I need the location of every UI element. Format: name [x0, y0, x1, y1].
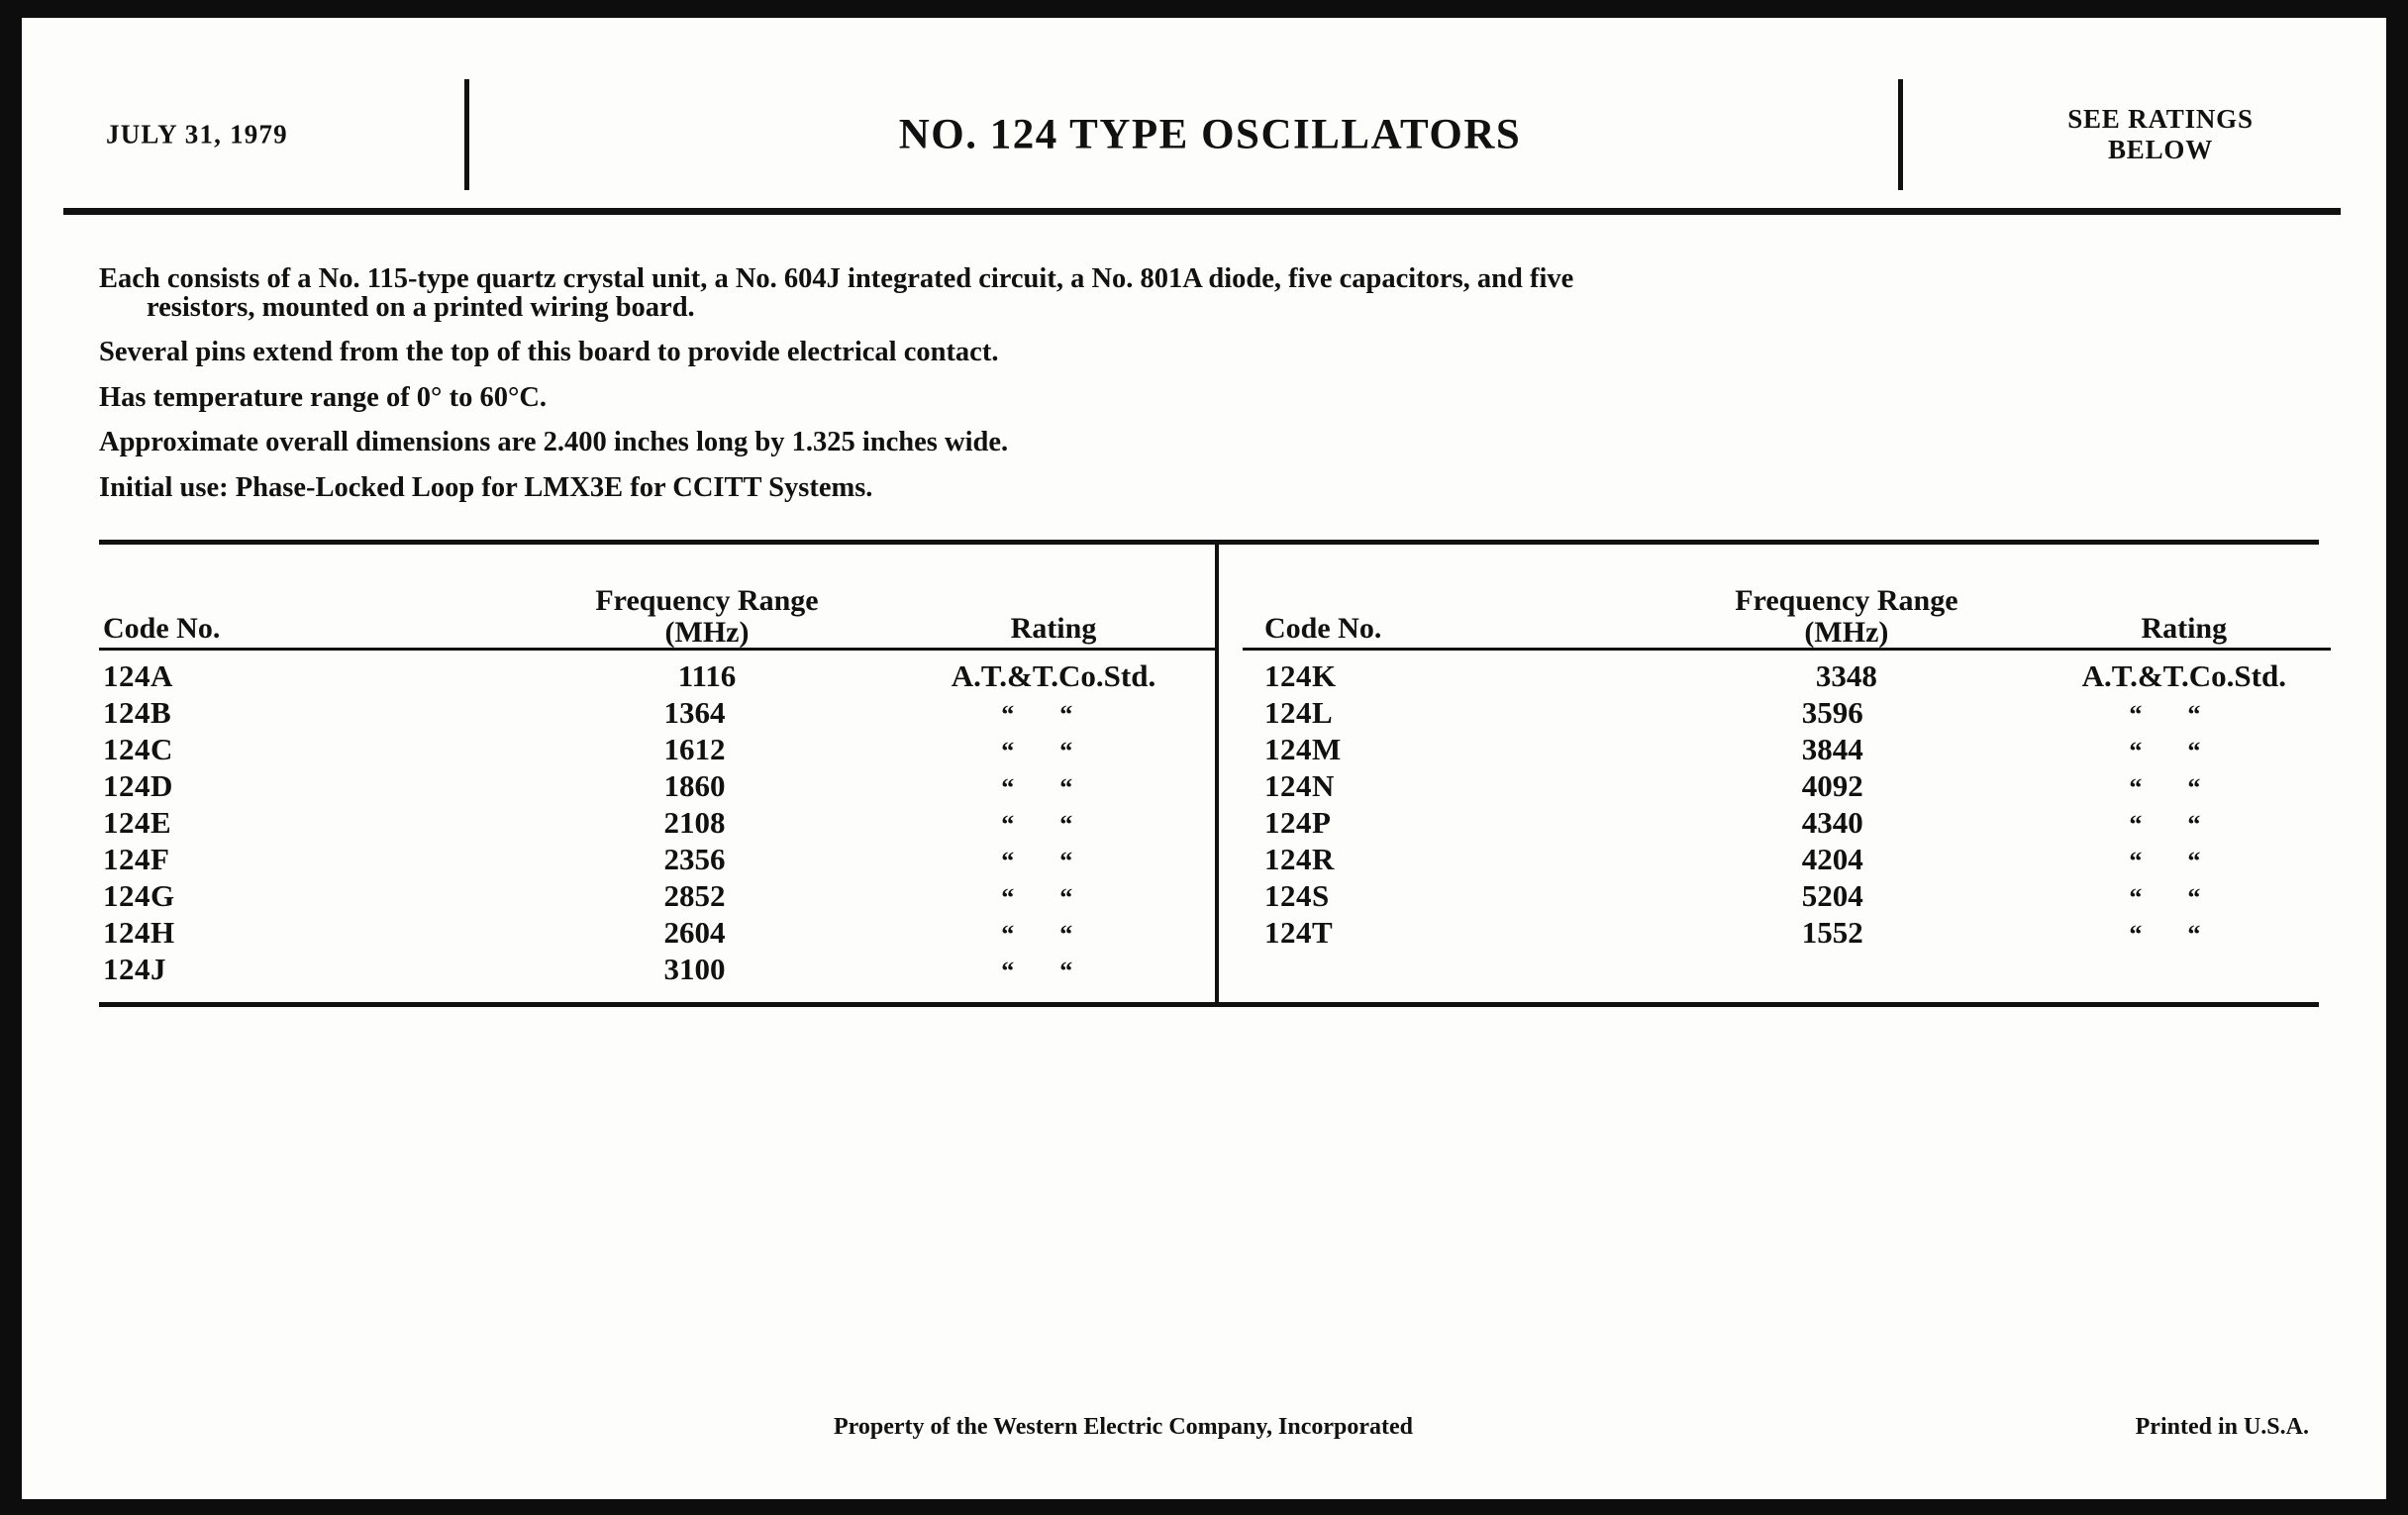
cell-frequency: 3596 [1801, 695, 1863, 730]
cell-code: 124H [103, 915, 175, 950]
cell-frequency: 1552 [1801, 915, 1863, 950]
column-header-code-right: Code No. [1264, 612, 1382, 645]
description-line-3: Has temperature range of 0° to 60°C. [99, 381, 548, 413]
header-note-line2: BELOW [2107, 135, 2214, 164]
table-row [99, 732, 1215, 768]
cell-frequency: 2852 [663, 878, 726, 913]
cell-code: 124B [103, 695, 172, 730]
table-rows-right [1243, 651, 2331, 965]
column-header-rating-right: Rating [2141, 612, 2228, 645]
cell-rating: ““ [1001, 957, 1119, 985]
table-row [99, 952, 1215, 988]
column-header-frequency-left [519, 585, 895, 648]
description-block [99, 265, 2327, 519]
table-row [1243, 732, 2331, 768]
column-header-code-left: Code No. [103, 612, 221, 645]
cell-rating: ““ [1001, 773, 1119, 802]
cell-rating: ““ [2129, 700, 2247, 729]
cell-code: 124G [103, 878, 175, 913]
cell-code: 124E [103, 805, 172, 840]
table-right-half [1215, 545, 2331, 1002]
cell-code: 124A [103, 658, 173, 693]
cell-rating: ““ [2129, 883, 2247, 912]
table-row [99, 842, 1215, 878]
description-line-1a: Each consists of a No. 115-type quartz crystal unit, a No. 604J integrated circuit, a No. 801A diode, five capacitors, and five [99, 263, 1574, 294]
cell-code: 124R [1264, 842, 1335, 876]
cell-frequency: 2356 [663, 842, 726, 876]
description-line-4: Approximate overall dimensions are 2.400 inches long by 1.325 inches wide. [99, 427, 1009, 457]
cell-code: 124L [1264, 695, 1334, 730]
cell-code: 124J [103, 952, 166, 986]
column-header-frequency-left-line1: Frequency Range [595, 584, 819, 617]
footer-property-notice: Property of the Western Electric Company, Incorporated [834, 1414, 1414, 1440]
cell-frequency: 1860 [663, 768, 726, 803]
description-line-5: Initial use: Phase-Locked Loop for LMX3E for CCITT Systems. [99, 471, 873, 503]
cell-rating: A.T.&T.Co.Std. [2081, 658, 2286, 693]
cell-rating: A.T.&T.Co.Std. [951, 658, 1156, 693]
cell-code: 124T [1264, 915, 1334, 950]
table-row [99, 695, 1215, 732]
column-header-rating-left: Rating [1010, 612, 1097, 645]
cell-code: 124P [1264, 805, 1332, 840]
table-row [1243, 842, 2331, 878]
cell-rating: ““ [2129, 810, 2247, 839]
table-row [1243, 768, 2331, 805]
table-header-row-right [1243, 545, 2331, 648]
table-rows-left [99, 651, 1215, 1002]
cell-rating: ““ [2129, 737, 2247, 765]
cell-rating: ““ [1001, 883, 1119, 912]
cell-rating: ““ [1001, 700, 1119, 729]
cell-code: 124M [1264, 732, 1342, 766]
header-divider-left [464, 79, 469, 190]
cell-code: 124N [1264, 768, 1335, 803]
header-note-line1: SEE RATINGS [2067, 103, 2254, 134]
header-ratings-note [1962, 104, 2358, 165]
table-row [99, 878, 1215, 915]
table-row [1243, 695, 2331, 732]
cell-frequency: 1364 [663, 695, 726, 730]
description-line-1b: resistors, mounted on a printed wiring board. [147, 291, 695, 323]
description-line-2: Several pins extend from the top of this board to provide electrical contact. [99, 337, 999, 367]
cell-rating: ““ [1001, 920, 1119, 949]
cell-code: 124F [103, 842, 170, 876]
header-date: JULY 31, 1979 [106, 119, 288, 150]
table-row [99, 768, 1215, 805]
cell-rating: ““ [1001, 810, 1119, 839]
cell-code: 124K [1264, 658, 1337, 693]
column-header-frequency-right-line2: (MHz) [1804, 615, 1889, 649]
page-header [22, 18, 2386, 194]
cell-frequency: 3348 [1815, 658, 1877, 693]
table-header-row-left [99, 545, 1215, 648]
table-row [1243, 805, 2331, 842]
cell-frequency: 3100 [663, 952, 726, 986]
cell-rating: ““ [2129, 847, 2247, 875]
page-title: NO. 124 TYPE OSCILLATORS [898, 111, 1522, 158]
cell-frequency: 5204 [1801, 878, 1863, 913]
cell-code: 124S [1264, 878, 1330, 913]
cell-rating: ““ [2129, 920, 2247, 949]
cell-code: 124C [103, 732, 173, 766]
cell-frequency: 1116 [677, 658, 737, 693]
table-row [1243, 878, 2331, 915]
cell-frequency: 3844 [1801, 732, 1863, 766]
cell-frequency: 4340 [1801, 805, 1863, 840]
cell-frequency: 2604 [663, 915, 726, 950]
cell-code: 124D [103, 768, 173, 803]
cell-frequency: 2108 [663, 805, 726, 840]
column-header-frequency-left-line2: (MHz) [664, 615, 750, 649]
table-row [99, 805, 1215, 842]
ratings-table [99, 540, 2319, 1007]
cell-frequency: 1612 [663, 732, 726, 766]
paper-sheet [22, 18, 2386, 1499]
footer-printed-notice: Printed in U.S.A. [2135, 1414, 2309, 1440]
table-body [99, 545, 2319, 1002]
cell-rating: ““ [1001, 847, 1119, 875]
description-line-1 [99, 265, 2327, 322]
table-row [1243, 658, 2331, 695]
table-row [99, 658, 1215, 695]
table-rule-bottom [99, 1002, 2319, 1007]
column-header-frequency-right-line1: Frequency Range [1735, 584, 1958, 617]
cell-frequency: 4204 [1801, 842, 1863, 876]
header-divider-right [1898, 79, 1903, 190]
column-header-frequency-right [1656, 585, 2037, 648]
cell-rating: ““ [2129, 773, 2247, 802]
cell-frequency: 4092 [1801, 768, 1863, 803]
table-row [1243, 915, 2331, 952]
cell-rating: ““ [1001, 737, 1119, 765]
table-left-half [99, 545, 1215, 1002]
table-row [99, 915, 1215, 952]
header-rule [63, 208, 2341, 215]
